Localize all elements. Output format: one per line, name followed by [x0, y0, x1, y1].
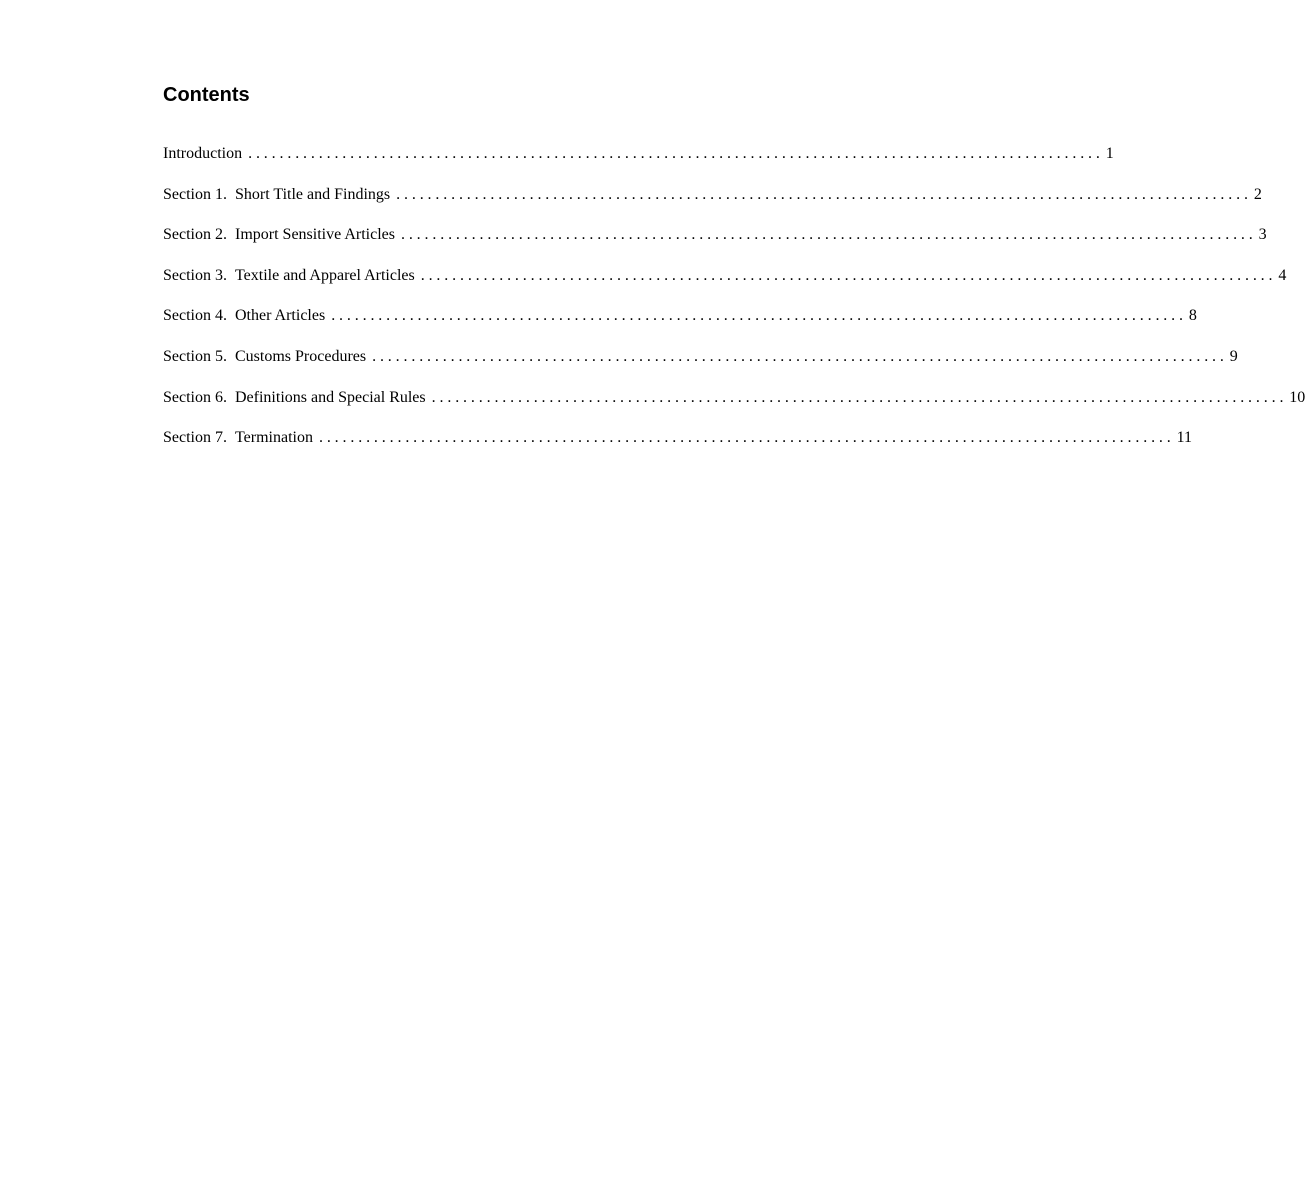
toc-dot-leader: ............................................................................................................. [400, 226, 1257, 244]
toc-entry-section-3[interactable] [163, 266, 1287, 308]
toc-dot-leader: ............................................................................................................. [372, 347, 1228, 365]
document-page [163, 82, 1305, 447]
toc-section-number: Section 2. [163, 226, 227, 244]
toc-section-number: Section 6. [163, 388, 227, 406]
toc-entry-title: Termination [235, 429, 313, 447]
toc-page-number: 10 [1289, 388, 1305, 406]
toc-page-number: 4 [1278, 266, 1287, 284]
toc-entry-label [163, 389, 432, 407]
toc-section-number: Section 5. [163, 347, 227, 365]
toc-dot-leader: ............................................................................................................. [331, 307, 1187, 325]
toc-entry-introduction[interactable] [163, 145, 1114, 186]
toc-entry-label [163, 267, 421, 285]
toc-page-number: 1 [1105, 145, 1114, 162]
toc-entry-label [163, 145, 248, 163]
toc-section-number: Section 3. [163, 266, 227, 284]
toc-section-number: Section 7. [163, 429, 227, 447]
toc-entry-title: Textile and Apparel Articles [235, 266, 415, 284]
toc-page-number: 11 [1176, 429, 1193, 447]
toc-page-number: 3 [1258, 226, 1267, 244]
toc-entry-title: Introduction [163, 145, 243, 162]
toc-entry-label [163, 348, 372, 366]
toc-entry-section-7[interactable] [163, 429, 1193, 470]
table-of-contents [163, 145, 1305, 470]
toc-entry-section-1[interactable] [163, 185, 1262, 227]
toc-dot-leader: ............................................................................................................. [248, 145, 1104, 162]
toc-entry-label [163, 307, 331, 325]
toc-entry-title: Short Title and Findings [235, 185, 391, 203]
toc-dot-leader: ............................................................................................................. [420, 266, 1277, 284]
toc-entry-section-6[interactable] [163, 388, 1305, 430]
toc-page-number: 9 [1229, 347, 1238, 365]
toc-section-number: Section 1. [163, 185, 227, 203]
toc-entry-section-2[interactable] [163, 226, 1267, 267]
toc-entry-title: Definitions and Special Rules [235, 388, 426, 406]
toc-entry-label [163, 429, 319, 447]
toc-entry-title: Other Articles [235, 307, 326, 325]
toc-dot-leader: ............................................................................................................. [396, 185, 1252, 203]
toc-entry-title: Import Sensitive Articles [235, 226, 395, 244]
toc-dot-leader: ............................................................................................................. [318, 429, 1175, 447]
contents-heading: Contents [163, 84, 250, 106]
toc-dot-leader: ............................................................................................................. [431, 388, 1288, 406]
toc-entry-section-5[interactable] [163, 347, 1238, 389]
toc-page-number: 8 [1188, 307, 1197, 325]
toc-entry-title: Customs Procedures [235, 347, 367, 365]
toc-entry-label [163, 226, 401, 244]
toc-entry-section-4[interactable] [163, 307, 1197, 348]
toc-entry-label [163, 186, 396, 204]
toc-page-number: 2 [1253, 185, 1262, 203]
toc-section-number: Section 4. [163, 307, 227, 325]
